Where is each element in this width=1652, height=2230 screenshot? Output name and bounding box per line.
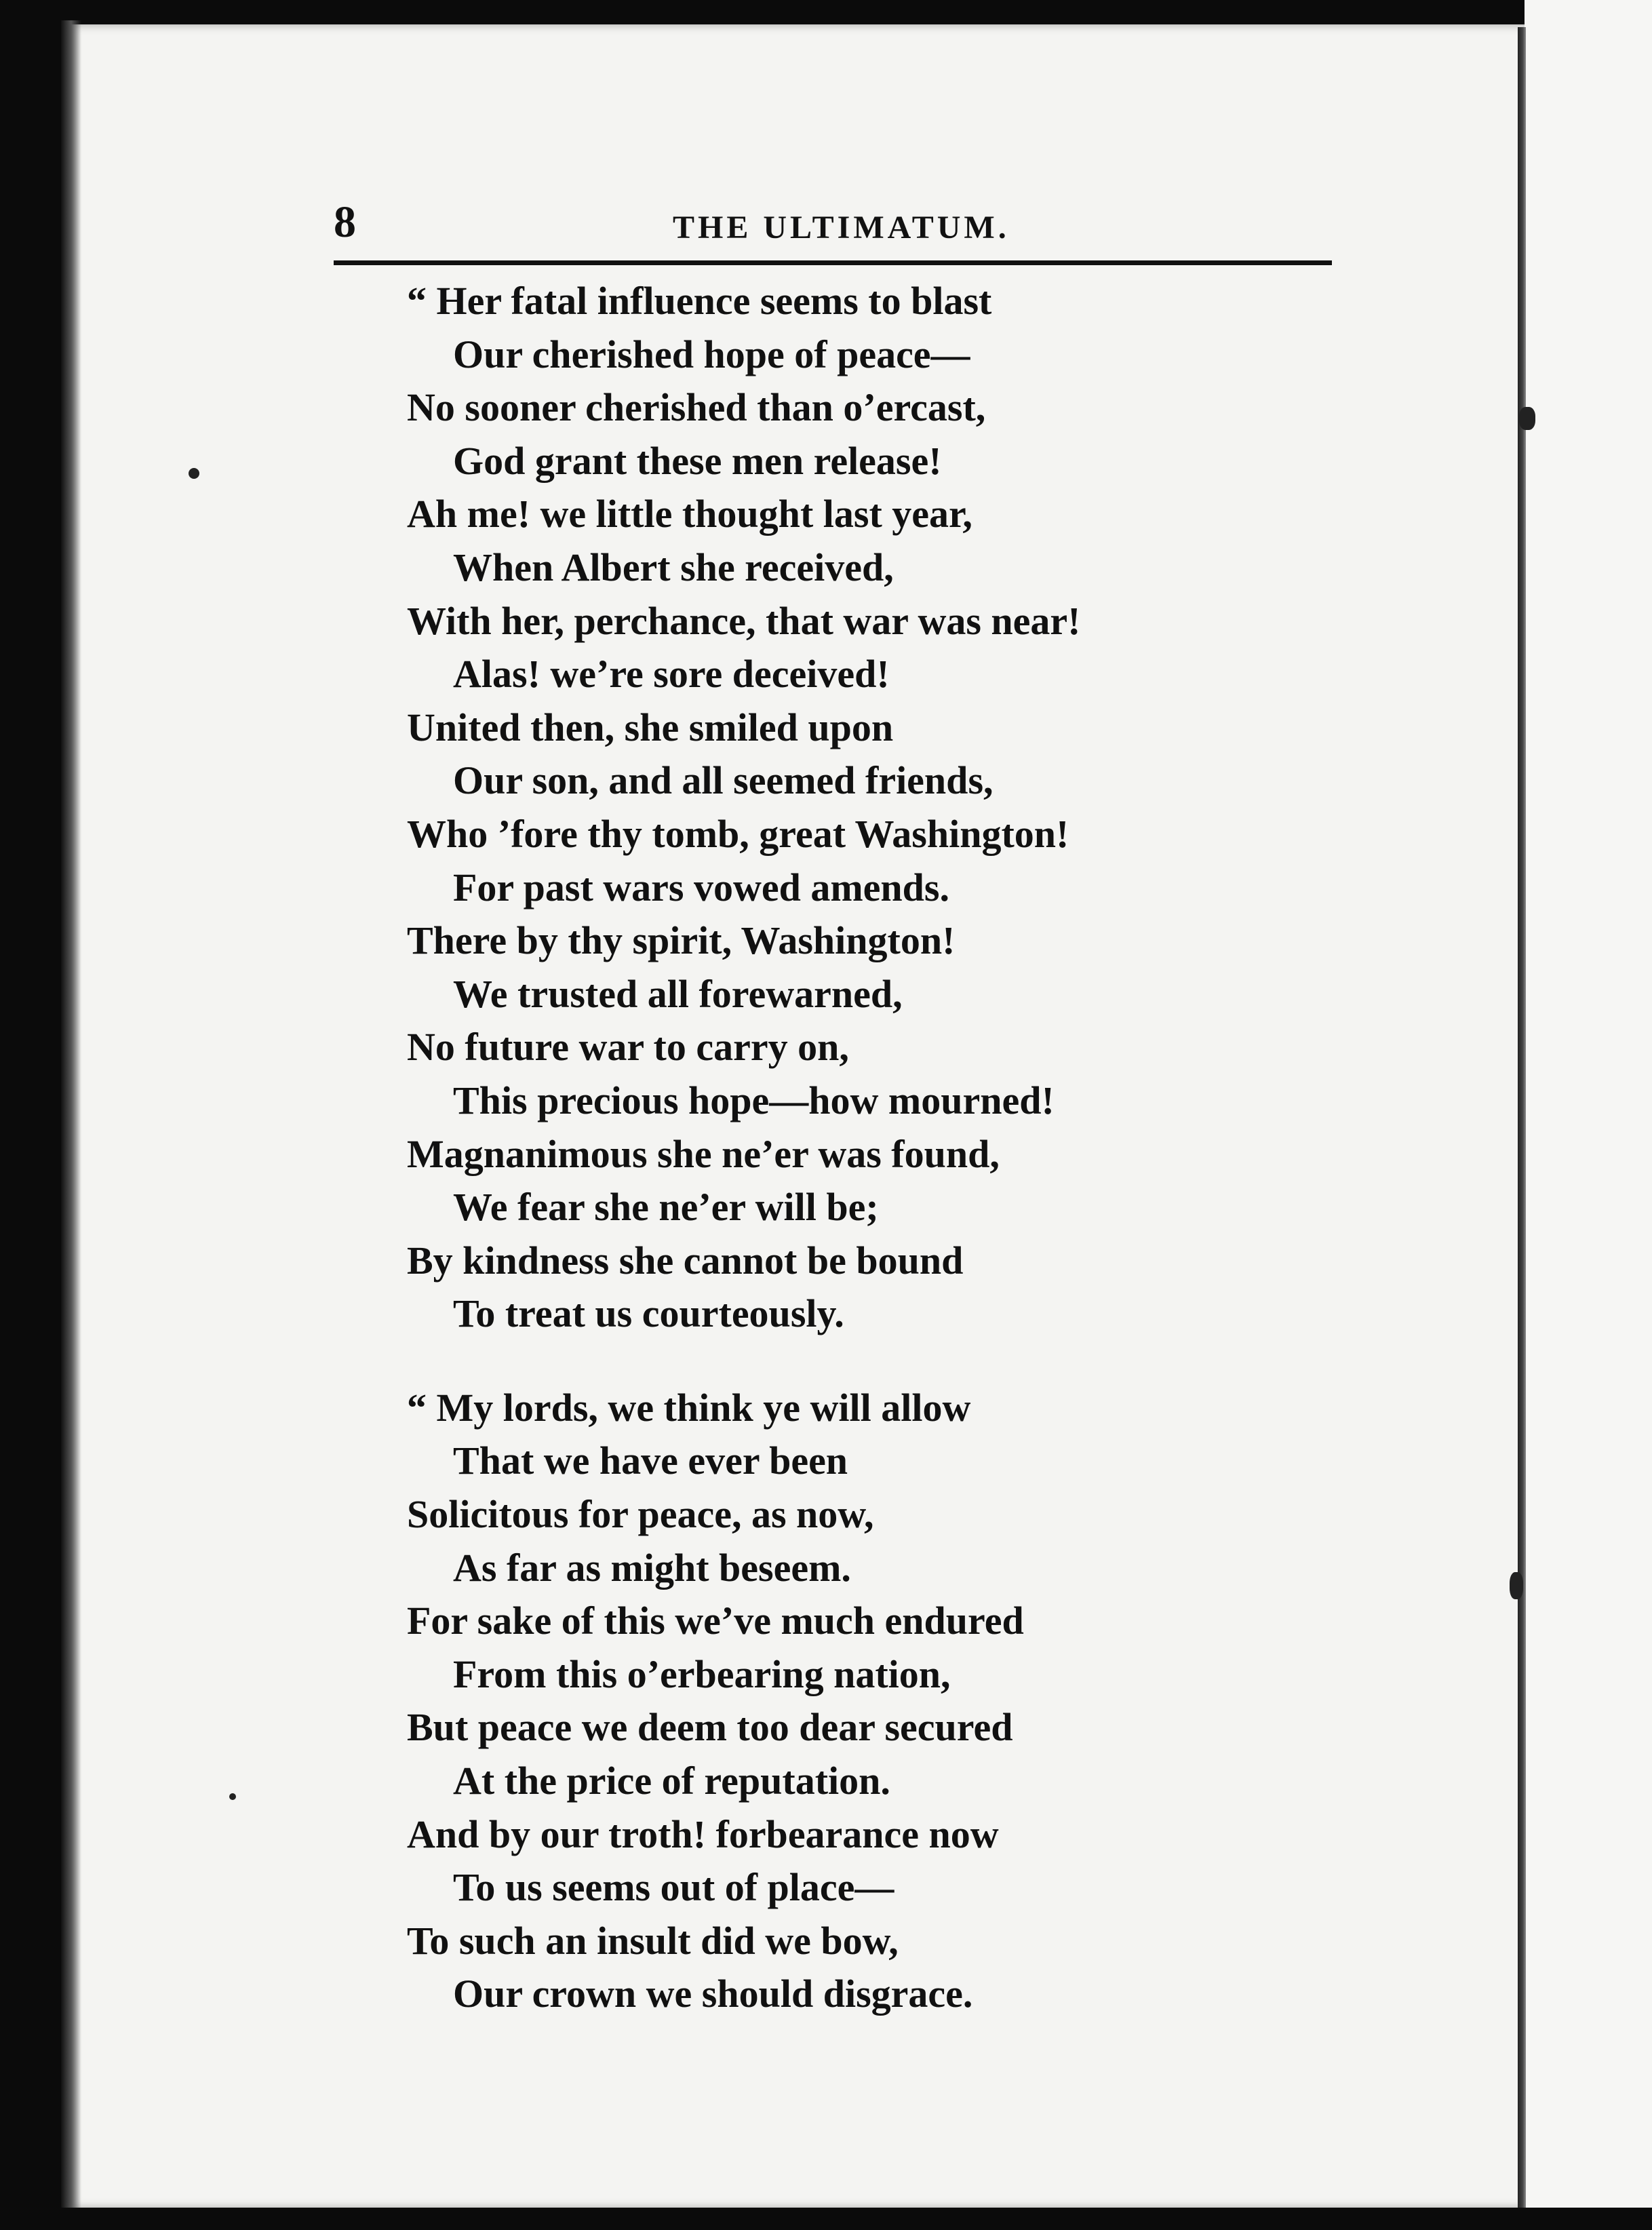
ink-speck (1510, 1572, 1523, 1599)
poem-line: For past wars vowed amends. (453, 865, 949, 909)
page-edge-line (1518, 27, 1526, 2218)
poem-line: Our son, and all seemed friends, (453, 758, 994, 803)
page-header (334, 197, 1331, 258)
poem-line: “ Her fatal influence seems to blast (407, 279, 992, 323)
poem-line: “ My lords, we think ye will allow (407, 1385, 971, 1430)
poem-line: No sooner cherished than o’ercast, (407, 385, 986, 430)
ink-speck (1519, 407, 1535, 430)
stanza (407, 275, 1221, 1341)
stanza-gap (407, 1341, 1221, 1382)
poem-line: For sake of this we’ve much endured (407, 1599, 1024, 1643)
poem-line: Alas! we’re sore deceived! (453, 652, 890, 697)
page-gutter-shadow (61, 20, 81, 2225)
poem-line: There by thy spirit, Washington! (407, 918, 956, 963)
poem-line: To such an insult did we bow, (407, 1918, 899, 1963)
poem-line: We fear she ne’er will be; (453, 1185, 879, 1230)
poem-line: God grant these men release! (453, 438, 942, 483)
page-number: 8 (334, 197, 357, 247)
poem-line: But peace we deem too dear secured (407, 1705, 1013, 1750)
poem-line: To treat us courteously. (453, 1291, 844, 1336)
scan-bottom-border (0, 2208, 1652, 2230)
stanza (407, 1382, 1221, 2021)
poem-body (407, 275, 1221, 2021)
ink-speck (189, 468, 199, 479)
poem-line: To us seems out of place— (453, 1865, 894, 1910)
poem-line: We trusted all forewarned, (453, 971, 903, 1016)
poem-line: At the price of reputation. (453, 1759, 890, 1803)
ink-speck (229, 1793, 236, 1800)
header-rule (334, 260, 1332, 265)
poem-line: Who ’fore thy tomb, great Washington! (407, 811, 1069, 856)
poem-line: Solicitous for peace, as now, (407, 1492, 874, 1537)
poem-line: When Albert she received, (453, 545, 894, 589)
poem-line: As far as might beseem. (453, 1545, 851, 1590)
poem-line: Our cherished hope of peace— (453, 332, 970, 376)
poem-line: From this o’erbearing nation, (453, 1651, 951, 1696)
poem-line: By kindness she cannot be bound (407, 1238, 964, 1283)
poem-line: Our crown we should disgrace. (453, 1972, 973, 2016)
poem-line: No future war to carry on, (407, 1025, 849, 1070)
scan-top-border (0, 0, 1652, 27)
poem-line: United then, she smiled upon (407, 705, 894, 749)
poem-line: With her, perchance, that war was near! (407, 598, 1081, 643)
running-title: THE ULTIMATUM. (673, 210, 1010, 246)
poem-line: This precious hope—how mourned! (453, 1078, 1055, 1122)
poem-line: And by our troth! forbearance now (407, 1812, 999, 1856)
facing-page-edge (1525, 0, 1652, 2230)
poem-line: Magnanimous she ne’er was found, (407, 1131, 1000, 1176)
poem-line: Ah me! we little thought last year, (407, 492, 972, 536)
poem-line: That we have ever been (453, 1439, 848, 1483)
